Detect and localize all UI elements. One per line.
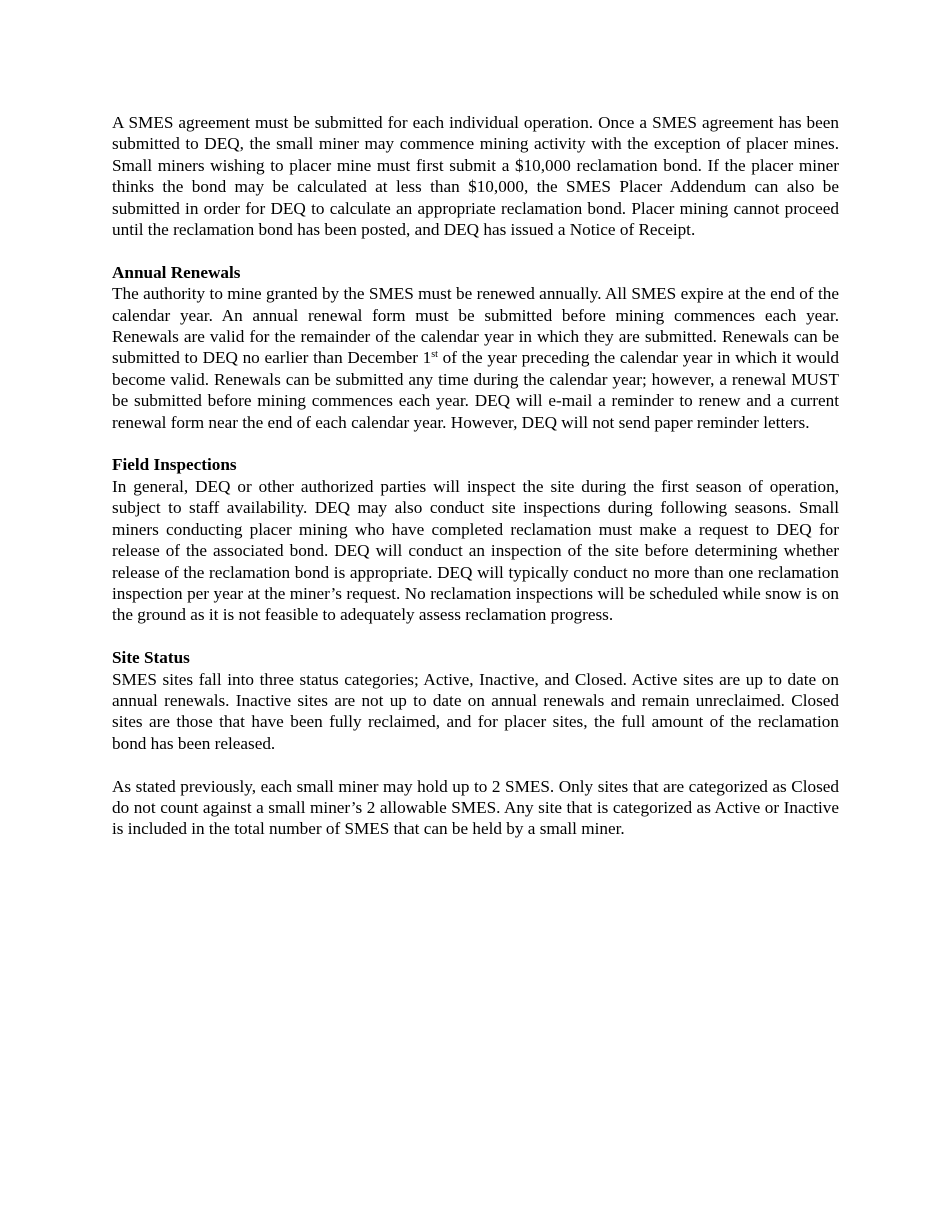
site-status-paragraph: SMES sites fall into three status categories; Active, Inactive, and Closed. Active sites are up to date on annual renewals. Inactive sites are not up to date on annual renewals and remain unreclaimed. Closed sites are those that have been fully reclaimed, and for placer sites, the full amount of the reclamation bond has been released.: [112, 669, 839, 753]
document-page: [112, 112, 839, 840]
intro-paragraph: A SMES agreement must be submitted for each individual operation. Once a SMES agreement has been submitted to DEQ, the small miner may commence mining activity with the exception of placer mines. Small miners wishing to placer mine must first submit a $10,000 reclamation bond. If the placer miner thinks the bond may be calculated at less than $10,000, the SMES Placer Addendum can also be submitted in order for DEQ to calculate an appropriate reclamation bond. Placer mining cannot proceed until the reclamation bond has been posted, and DEQ has issued a Notice of Receipt.: [112, 113, 839, 240]
annual-renewals-heading: Annual Renewals: [112, 262, 241, 282]
annual-renewals-text-part2: of the year preceding the calendar year in which it would become valid. Renewals can be submitted any time during the calendar year; however, a renewal MUST be submitted before mining commences each year. DEQ will e-mail a reminder to renew and a current renewal form near the end of each calendar year. However, DEQ will not send paper reminder letters.: [112, 348, 839, 432]
site-limit-section: [112, 776, 839, 840]
site-status-section: [112, 647, 839, 754]
site-limit-paragraph: As stated previously, each small miner may hold up to 2 SMES. Only sites that are categorized as Closed do not count against a small miner’s 2 allowable SMES. Any site that is categorized as Active or Inactive is included in the total number of SMES that can be held by a small miner.: [112, 776, 839, 839]
field-inspections-heading: Field Inspections: [112, 455, 237, 475]
field-inspections-paragraph: In general, DEQ or other authorized parties will inspect the site during the first season of operation, subject to staff availability. DEQ may also conduct site inspections during following seasons. Small miners conducting placer mining who have completed reclamation must make a request to DEQ for release of the associated bond. DEQ will conduct an inspection of the site before determining whether release of the reclamation bond is appropriate. DEQ will typically conduct no more than one reclamation inspection per year at the miner’s request. No reclamation inspections will be scheduled while snow is on the ground as it is not feasible to adequately assess reclamation progress.: [112, 476, 839, 625]
annual-renewals-text-part1: The authority to mine granted by the SMES must be renewed annually. All SMES expire at the end of the calendar year. An annual renewal form must be submitted before mining commences each year. Renewals are valid for the remainder of the calendar year in which they are submitted. Renewals can be submitted to DEQ no earlier than December 1: [112, 284, 839, 368]
annual-renewals-paragraph: [112, 283, 839, 433]
field-inspections-section: [112, 454, 839, 625]
site-status-heading: Site Status: [112, 648, 190, 668]
annual-renewals-section: [112, 262, 839, 433]
ordinal-suffix: st: [431, 349, 438, 361]
